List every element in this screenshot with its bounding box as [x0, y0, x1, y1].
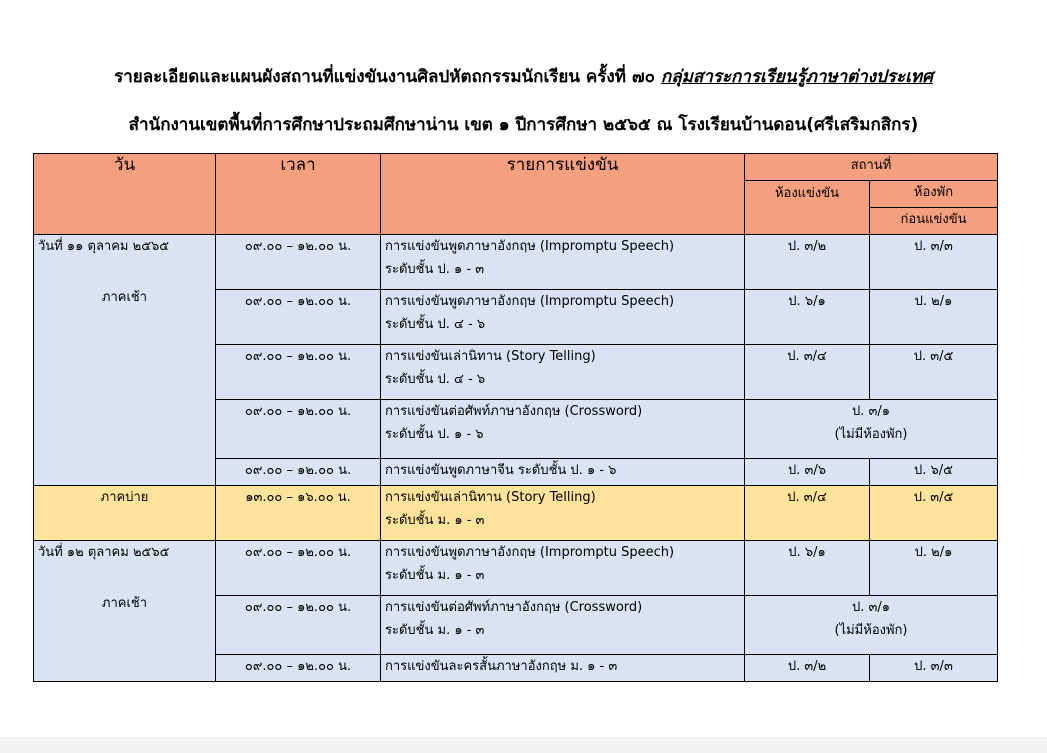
room-cell: ป. ๓/๖: [745, 459, 870, 486]
room-cell: ป. ๓/๔: [745, 486, 870, 541]
event-line2: ระดับชั้น ม. ๑ - ๓: [385, 513, 485, 528]
event-line2: ระดับชั้น ป. ๔ - ๖: [385, 317, 486, 332]
header-venue: สถานที่: [745, 154, 998, 181]
event-line1: การแข่งขันพูดภาษาอังกฤษ (Impromptu Speech): [385, 294, 675, 309]
rest-cell: ป. ๒/๑: [870, 541, 998, 596]
time-cell: ๐๙.๐๐ – ๑๒.๐๐ น.: [216, 596, 381, 655]
event-line1: การแข่งขันละครสั้นภาษาอังกฤษ ม. ๑ - ๓: [385, 659, 618, 674]
day1-afternoon-label: ภาคบ่าย: [34, 486, 216, 541]
event-line2: ระดับชั้น ป. ๑ - ๖: [385, 427, 484, 442]
day1-morning-cell: [34, 235, 216, 486]
merged-note: (ไม่มีห้องพัก): [834, 623, 908, 638]
time-cell: ๑๓.๐๐ – ๑๖.๐๐ น.: [216, 486, 381, 541]
table-row: [34, 486, 998, 541]
event-cell: [381, 596, 745, 655]
time-cell: ๐๙.๐๐ – ๑๒.๐๐ น.: [216, 290, 381, 345]
room-cell: ป. ๓/๒: [745, 235, 870, 290]
event-line1: การแข่งขันพูดภาษาอังกฤษ (Impromptu Speech): [385, 545, 675, 560]
room-cell: ป. ๓/๔: [745, 345, 870, 400]
time-cell: ๐๙.๐๐ – ๑๒.๐๐ น.: [216, 541, 381, 596]
header-room: ห้องแข่งขัน: [745, 181, 870, 235]
header-row: [34, 154, 998, 181]
document-subtitle: สำนักงานเขตพื้นที่การศึกษาประถมศึกษาน่าน เขต ๑ ปีการศึกษา ๒๕๖๕ ณ โรงเรียนบ้านดอน(ศรีเสริมกสิกร): [128, 115, 919, 135]
rest-cell: ป. ๓/๓: [870, 235, 998, 290]
event-cell: [381, 400, 745, 459]
title-subject: กลุ่มสาระการเรียนรู้ภาษาต่างประเทศ: [660, 67, 933, 87]
page-bottom-band: [0, 737, 1047, 753]
event-line2: ระดับชั้น ม. ๑ - ๓: [385, 568, 485, 583]
room-cell: ป. ๖/๑: [745, 290, 870, 345]
time-cell: ๐๙.๐๐ – ๑๒.๐๐ น.: [216, 235, 381, 290]
rest-cell: ป. ๒/๑: [870, 290, 998, 345]
table-row: [34, 541, 998, 596]
event-cell: [381, 345, 745, 400]
time-cell: ๐๙.๐๐ – ๑๒.๐๐ น.: [216, 400, 381, 459]
header-rest-line1: ห้องพัก: [870, 181, 998, 208]
event-line2: ระดับชั้น ป. ๑ - ๓: [385, 262, 485, 277]
time-cell: ๐๙.๐๐ – ๑๒.๐๐ น.: [216, 655, 381, 682]
event-line2: ระดับชั้น ป. ๔ - ๖: [385, 372, 486, 387]
merged-room: ป. ๓/๑: [851, 404, 891, 419]
event-cell: [381, 486, 745, 541]
title-main: รายละเอียดและแผนผังสถานที่แข่งขันงานศิลปหัตถกรรมนักเรียน ครั้งที่ ๗๐: [114, 67, 661, 87]
rest-cell: ป. ๓/๕: [870, 345, 998, 400]
event-cell: [381, 541, 745, 596]
event-line1: การแข่งขันเล่านิทาน (Story Telling): [385, 349, 596, 364]
event-line2: ระดับชั้น ม. ๑ - ๓: [385, 623, 485, 638]
header-event: รายการแข่งขัน: [381, 154, 745, 235]
rest-cell: ป. ๓/๕: [870, 486, 998, 541]
time-cell: ๐๙.๐๐ – ๑๒.๐๐ น.: [216, 345, 381, 400]
room-cell: ป. ๓/๒: [745, 655, 870, 682]
time-cell: ๐๙.๐๐ – ๑๒.๐๐ น.: [216, 459, 381, 486]
merged-venue-cell: [745, 400, 998, 459]
event-line1: การแข่งขันเล่านิทาน (Story Telling): [385, 490, 596, 505]
day2-morning-cell: [34, 541, 216, 682]
day2-morning-label: ภาคเช้า: [101, 596, 148, 611]
event-cell: [381, 459, 745, 486]
merged-room: ป. ๓/๑: [851, 600, 891, 615]
schedule-table: [33, 153, 998, 682]
document-title: [0, 66, 1047, 88]
rest-cell: ป. ๖/๕: [870, 459, 998, 486]
header-day: วัน: [34, 154, 216, 235]
day1-morning-label: ภาคเช้า: [101, 290, 148, 305]
event-line1: การแข่งขันต่อศัพท์ภาษาอังกฤษ (Crossword): [385, 404, 643, 419]
event-line1: การแข่งขันต่อศัพท์ภาษาอังกฤษ (Crossword): [385, 600, 643, 615]
table-row: [34, 235, 998, 290]
event-line1: การแข่งขันพูดภาษาจีน ระดับชั้น ป. ๑ - ๖: [385, 463, 617, 478]
room-cell: ป. ๖/๑: [745, 541, 870, 596]
merged-venue-cell: [745, 596, 998, 655]
day2-date: วันที่ ๑๒ ตุลาคม ๒๕๖๕: [38, 545, 170, 560]
day1-date: วันที่ ๑๑ ตุลาคม ๒๕๖๕: [38, 239, 170, 254]
merged-note: (ไม่มีห้องพัก): [834, 427, 908, 442]
rest-cell: ป. ๓/๓: [870, 655, 998, 682]
event-line1: การแข่งขันพูดภาษาอังกฤษ (Impromptu Speech): [385, 239, 675, 254]
event-cell: [381, 235, 745, 290]
event-cell: [381, 290, 745, 345]
header-time: เวลา: [216, 154, 381, 235]
header-rest-line2: ก่อนแข่งขัน: [870, 208, 998, 235]
event-cell: [381, 655, 745, 682]
